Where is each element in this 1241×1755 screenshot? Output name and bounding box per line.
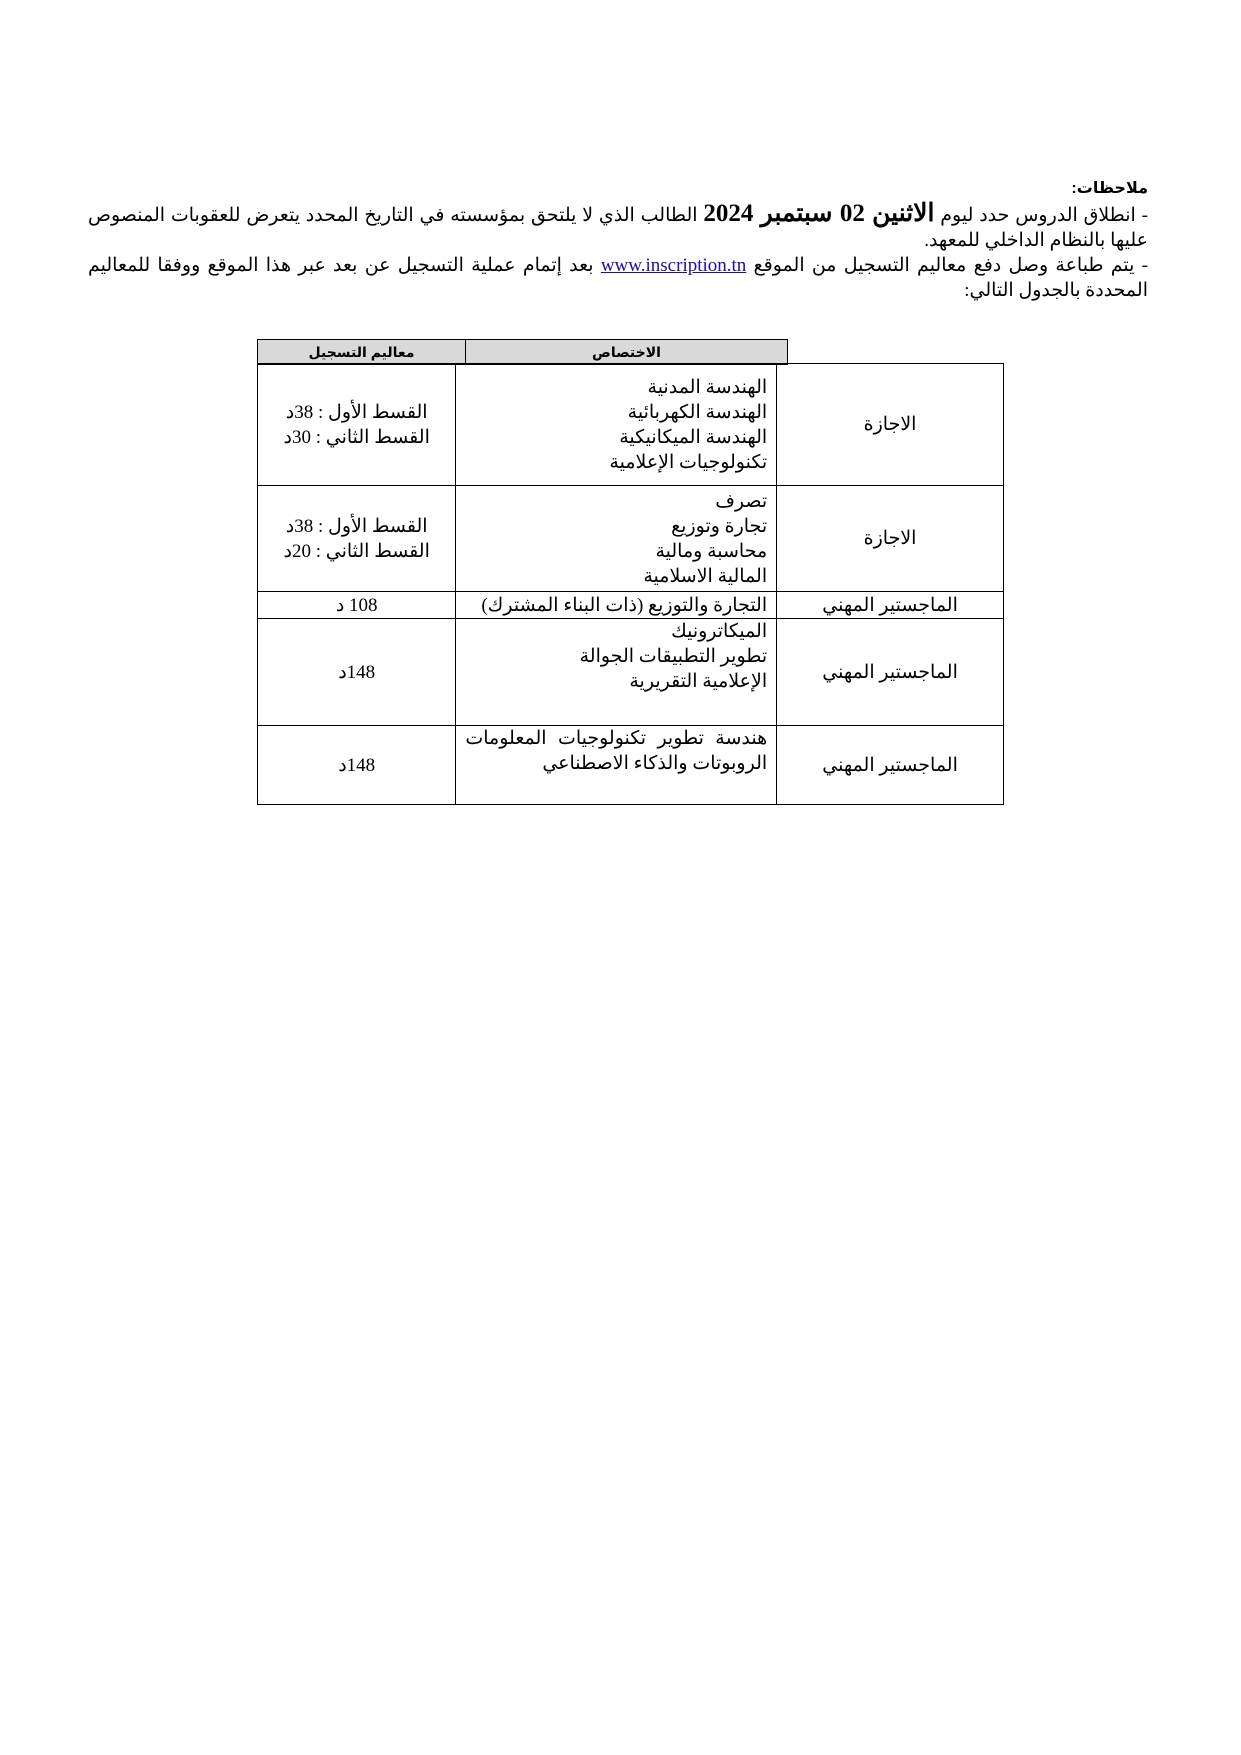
start-date: الاثنين 02 سبتمبر 2024 — [703, 200, 935, 227]
specialty-item: الهندسة المدنية — [647, 376, 768, 398]
degree-cell: الاجازة — [777, 486, 1004, 592]
note-classes-start — [88, 201, 1148, 253]
specialty-item: الهندسة الميكانيكية — [619, 426, 768, 448]
specialty-item: المالية الاسلامية — [643, 565, 768, 587]
note-2-suffix: بعد إتمام عملية التسجيل عن بعد عبر هذا الموقع ووفقا للمعاليم المحددة بالجدول التالي: — [88, 255, 1148, 301]
specialty-item: تجارة وتوزيع — [671, 515, 768, 537]
table-row — [258, 364, 1004, 486]
specialty-cell — [456, 486, 777, 592]
fee-item: القسط الأول : 38د — [285, 401, 428, 423]
specialty-item: محاسبة ومالية — [655, 540, 768, 562]
degree-cell: الماجستير المهني — [777, 619, 1004, 726]
specialty-item: الروبوتات والذكاء الاصطناعي — [542, 753, 768, 774]
note-1-suffix: الطالب الذي لا يلتحق بمؤسسته في التاريخ المحدد يتعرض للعقوبات المنصوص عليها بالنظام الداخلي للمعهد. — [88, 205, 1148, 251]
specialty-item: تصرف — [715, 490, 768, 512]
fee-cell — [258, 726, 456, 805]
specialty-item: الإعلامية التقريرية — [629, 671, 768, 692]
specialty-cell — [456, 592, 777, 619]
specialty-item: الهندسة الكهربائية — [627, 401, 768, 423]
fees-table-header — [257, 339, 788, 365]
specialty-item: التجارة والتوزيع (ذات البناء المشترك) — [481, 594, 768, 616]
inscription-link[interactable]: www.inscription.tn — [600, 255, 747, 276]
note-payment — [88, 253, 1148, 303]
fee-item: 108 د — [335, 594, 378, 616]
degree-cell: الاجازة — [777, 364, 1004, 486]
note-2-prefix: - يتم طباعة وصل دفع معاليم التسجيل من الموقع — [746, 255, 1149, 276]
degree-cell: الماجستير المهني — [777, 726, 1004, 805]
degree-cell: الماجستير المهني — [777, 592, 1004, 619]
notes-title: ملاحظات: — [1071, 180, 1148, 197]
specialty-cell — [456, 364, 777, 486]
fee-item: القسط الثاني : 30د — [283, 426, 430, 448]
fee-item: 148د — [338, 661, 376, 683]
table-row — [258, 486, 1004, 592]
specialty-cell — [456, 726, 777, 805]
fee-cell — [258, 364, 456, 486]
table-row — [258, 619, 1004, 726]
fees-table — [257, 363, 1004, 805]
fee-cell — [258, 592, 456, 619]
header-specialty: الاختصاص — [466, 340, 788, 365]
fee-cell — [258, 486, 456, 592]
specialty-item: تطوير التطبيقات الجوالة — [579, 646, 768, 667]
fee-item: 148د — [338, 754, 376, 776]
fee-cell — [258, 619, 456, 726]
specialty-cell — [456, 619, 777, 726]
specialty-item: الميكاترونيك — [671, 621, 768, 642]
notes-section — [88, 176, 1148, 303]
specialty-item: هندسة تطوير تكنولوجيات المعلومات — [465, 728, 768, 749]
fee-item: القسط الأول : 38د — [285, 515, 428, 537]
note-1-prefix: - انطلاق الدروس حدد ليوم — [934, 205, 1148, 226]
fee-item: القسط الثاني : 20د — [283, 540, 430, 562]
table-row — [258, 592, 1004, 619]
specialty-item: تكنولوجيات الإعلامية — [609, 451, 768, 473]
header-fees: معاليم التسجيل — [258, 340, 466, 365]
table-row — [258, 726, 1004, 805]
